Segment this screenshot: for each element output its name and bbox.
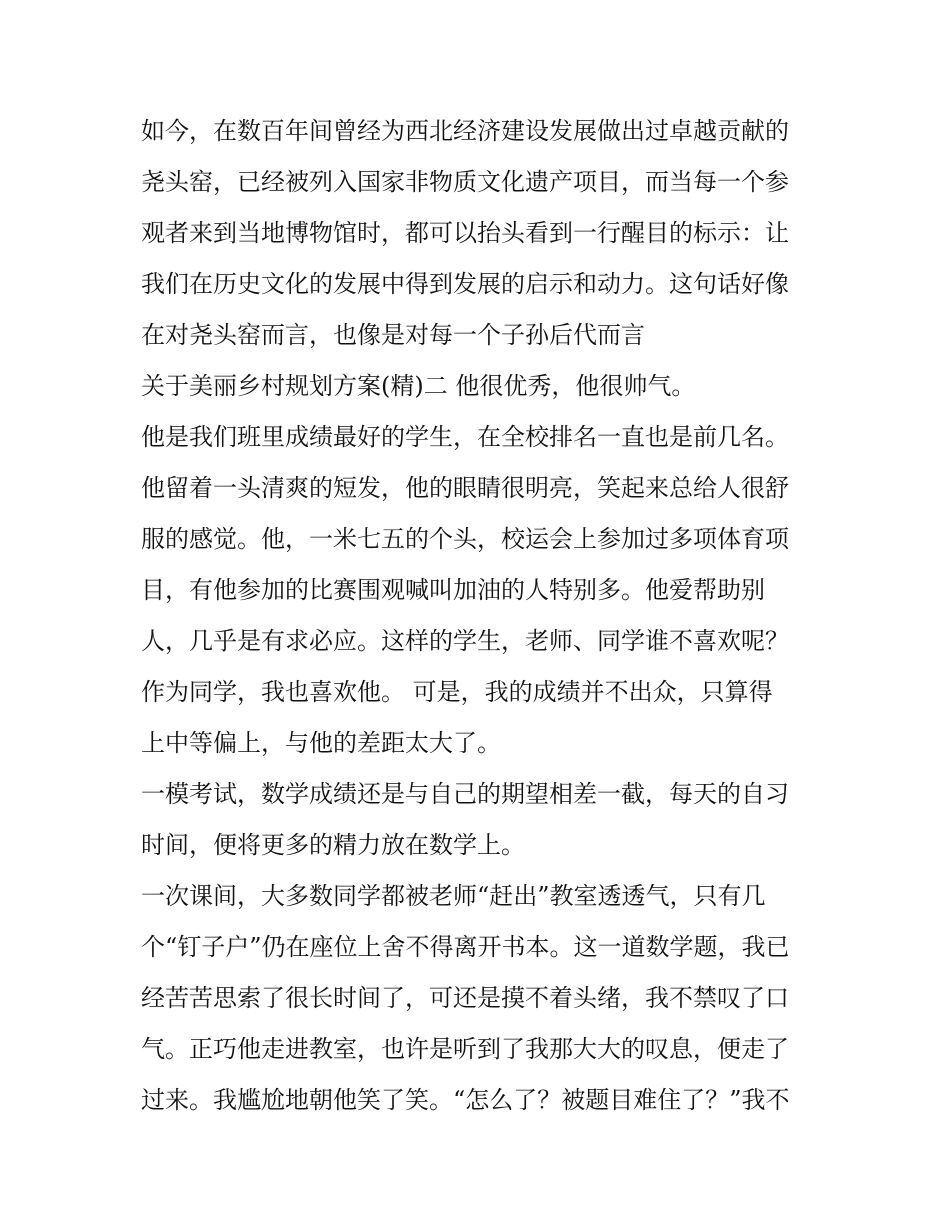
text-line: 气。正巧他走进教室，也许是听到了我那大大的叹息，便走了	[141, 1035, 789, 1063]
text-line: 我们在历史文化的发展中得到发展的启示和动力。这句话好像	[141, 270, 789, 298]
text-line: 观者来到当地博物馆时，都可以抬头看到一行醒目的标示：让	[141, 219, 789, 247]
text-line: 过来。我尴尬地朝他笑了笑。“怎么了？被题目难住了？”我不	[141, 1086, 790, 1114]
text-line: 在对尧头窑而言，也像是对每一个子孙后代而言	[141, 321, 645, 349]
text-line: 他留着一头清爽的短发，他的眼睛很明亮，笑起来总给人很舒	[141, 474, 789, 502]
text-line: 一次课间，大多数同学都被老师“赶出”教室透透气，只有几	[141, 882, 766, 910]
text-line: 人，几乎是有求必应。这样的学生，老师、同学谁不喜欢呢？	[141, 627, 789, 655]
text-line: 目，有他参加的比赛围观喊叫加油的人特别多。他爱帮助别	[141, 576, 765, 604]
text-line: 服的感觉。他，一米七五的个头，校运会上参加过多项体育项	[141, 525, 789, 553]
document-body	[141, 106, 821, 1126]
text-line: 如今，在数百年间曾经为西北经济建设发展做出过卓越贡献的	[141, 117, 789, 145]
text-line: 作为同学，我也喜欢他。 可是，我的成绩并不出众，只算得	[141, 678, 773, 706]
text-line: 经苦苦思索了很长时间了，可还是摸不着头绪，我不禁叹了口	[141, 984, 789, 1012]
text-line: 一模考试，数学成绩还是与自己的期望相差一截，每天的自习	[141, 780, 789, 808]
text-line: 上中等偏上，与他的差距太大了。	[141, 729, 501, 757]
text-line: 个“钉子户”仍在座位上舍不得离开书本。这一道数学题，我已	[141, 933, 790, 961]
text-line: 尧头窑，已经被列入国家非物质文化遗产项目，而当每一个参	[141, 168, 789, 196]
text-line: 关于美丽乡村规划方案(精)二 他很优秀，他很帅气。	[141, 372, 696, 400]
text-line: 时间，便将更多的精力放在数学上。	[141, 831, 525, 859]
text-line: 他是我们班里成绩最好的学生，在全校排名一直也是前几名。	[141, 423, 789, 451]
